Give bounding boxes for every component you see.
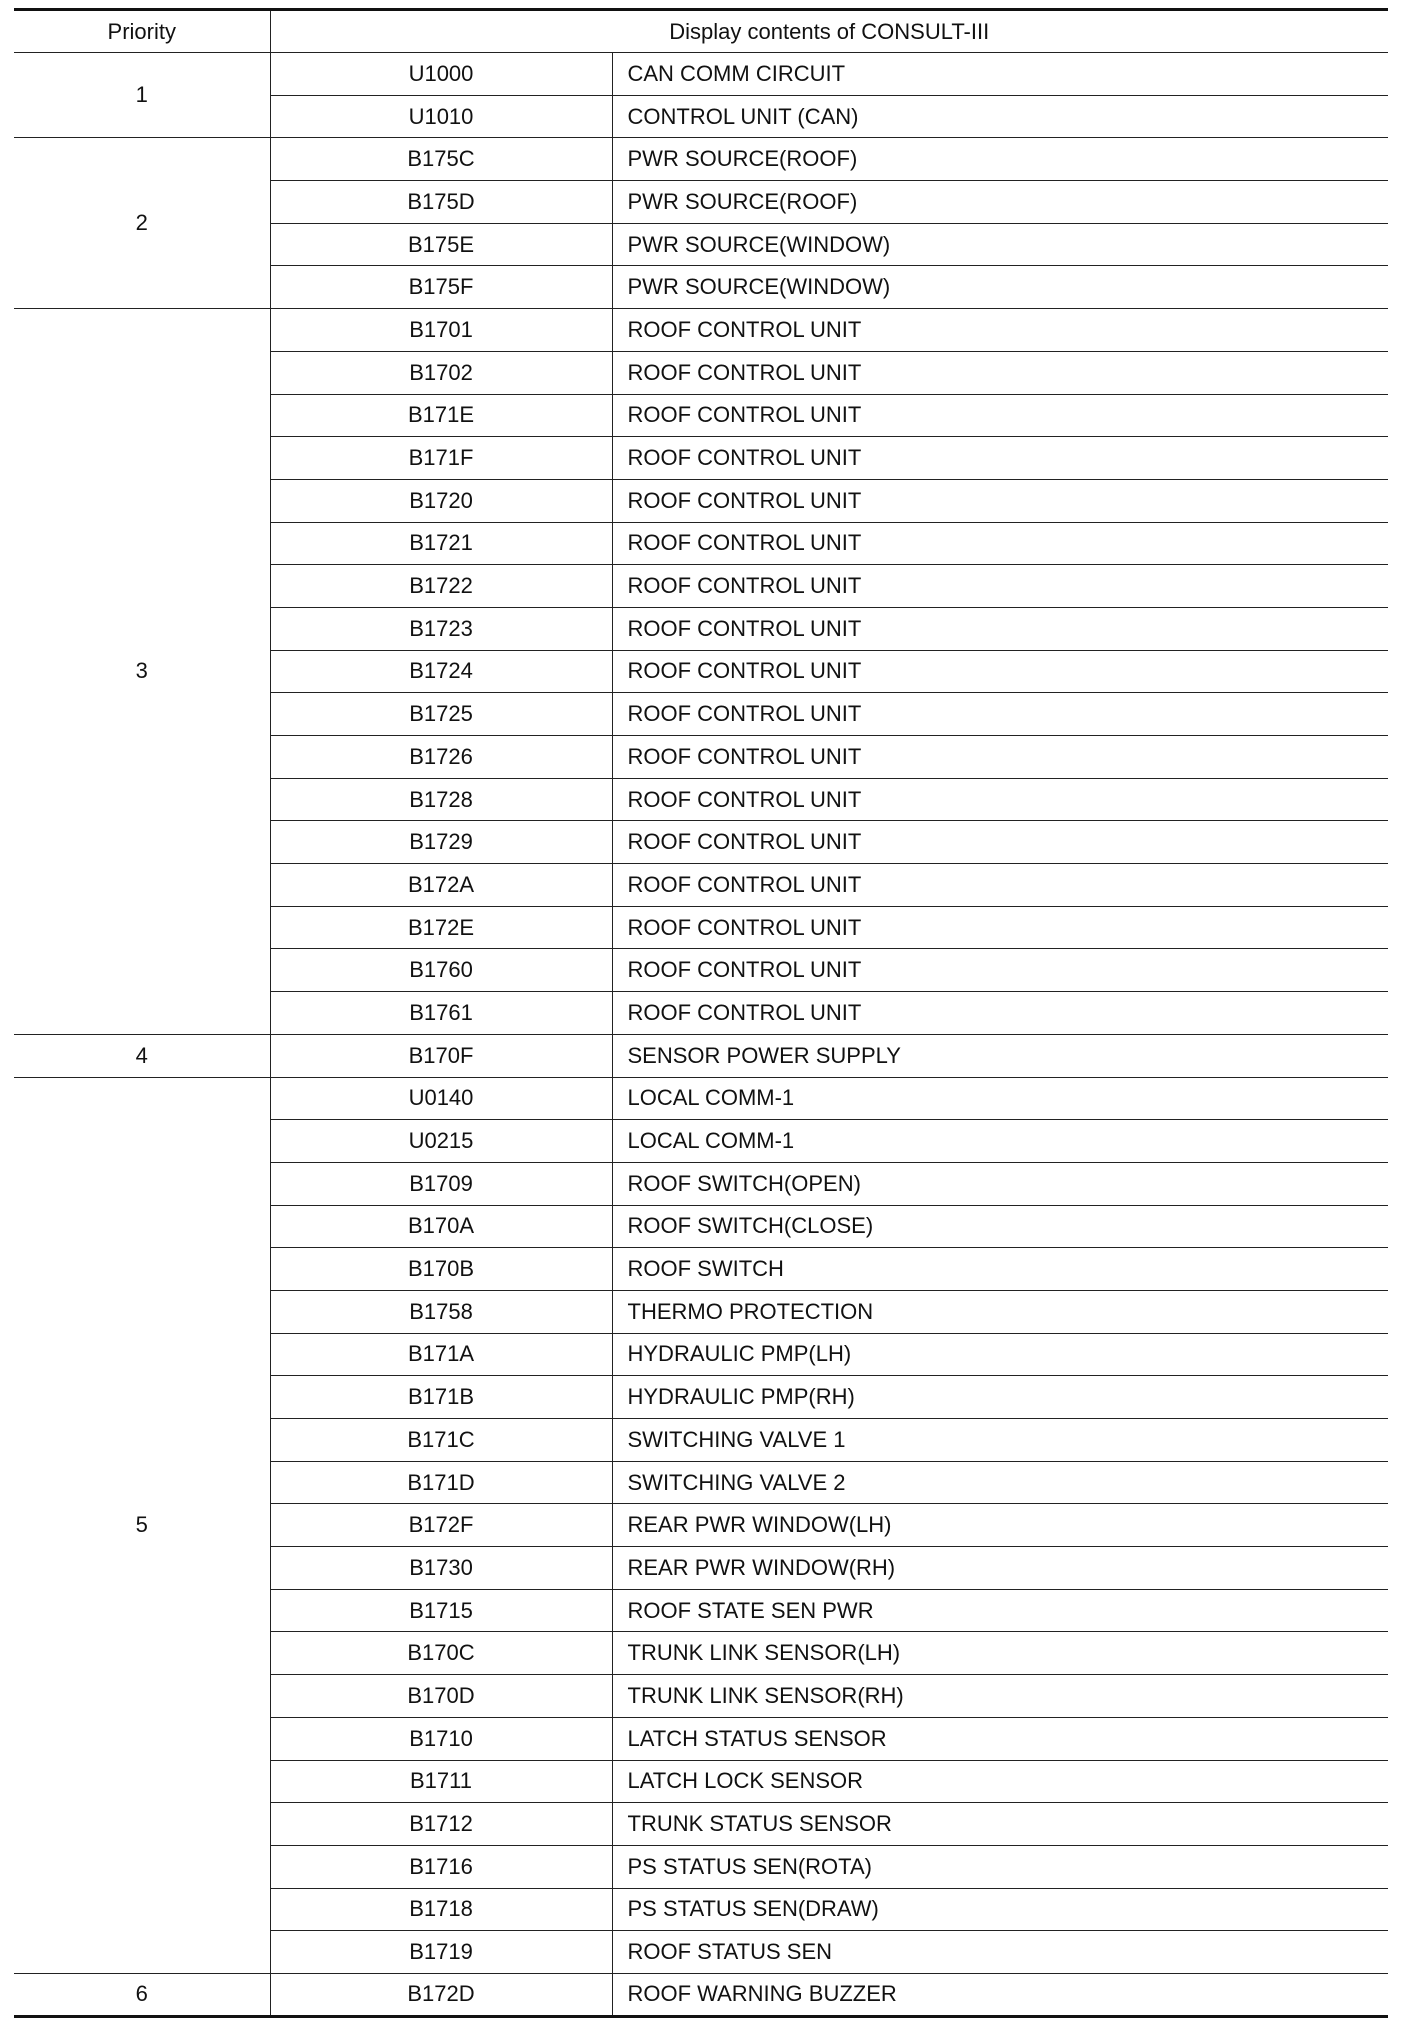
dtc-code-cell: B170D <box>270 1675 612 1718</box>
dtc-code-cell: B1709 <box>270 1162 612 1205</box>
dtc-code-cell: B170B <box>270 1248 612 1291</box>
dtc-code-cell: B1726 <box>270 736 612 779</box>
dtc-code-cell: B171D <box>270 1461 612 1504</box>
priority-column-header: Priority <box>14 10 270 53</box>
display-content-cell: ROOF SWITCH(CLOSE) <box>612 1205 1388 1248</box>
display-content-cell: ROOF SWITCH(OPEN) <box>612 1162 1388 1205</box>
display-content-cell: TRUNK STATUS SENSOR <box>612 1803 1388 1846</box>
priority-cell: 5 <box>14 1077 270 1973</box>
dtc-code-cell: B1718 <box>270 1888 612 1931</box>
dtc-code-cell: B1720 <box>270 479 612 522</box>
dtc-code-cell: B171F <box>270 437 612 480</box>
dtc-code-cell: B1719 <box>270 1931 612 1974</box>
dtc-code-cell: B1711 <box>270 1760 612 1803</box>
display-content-cell: PWR SOURCE(ROOF) <box>612 181 1388 224</box>
display-content-cell: CONTROL UNIT (CAN) <box>612 95 1388 138</box>
dtc-code-cell: B1701 <box>270 309 612 352</box>
dtc-code-cell: B172F <box>270 1504 612 1547</box>
dtc-code-cell: B175E <box>270 223 612 266</box>
display-content-cell: ROOF STATE SEN PWR <box>612 1589 1388 1632</box>
dtc-code-cell: B1760 <box>270 949 612 992</box>
dtc-code-cell: B1725 <box>270 693 612 736</box>
dtc-code-cell: B1723 <box>270 607 612 650</box>
dtc-code-cell: B170F <box>270 1034 612 1077</box>
dtc-code-cell: U0215 <box>270 1120 612 1163</box>
display-content-cell: ROOF CONTROL UNIT <box>612 522 1388 565</box>
priority-cell: 1 <box>14 53 270 138</box>
dtc-code-cell: B1761 <box>270 992 612 1035</box>
display-content-cell: ROOF CONTROL UNIT <box>612 479 1388 522</box>
priority-cell: 4 <box>14 1034 270 1077</box>
display-content-cell: HYDRAULIC PMP(LH) <box>612 1333 1388 1376</box>
dtc-code-cell: B1710 <box>270 1717 612 1760</box>
priority-cell: 3 <box>14 309 270 1035</box>
display-column-header: Display contents of CONSULT-III <box>270 10 1388 53</box>
dtc-code-cell: B172D <box>270 1973 612 2016</box>
display-content-cell: REAR PWR WINDOW(RH) <box>612 1547 1388 1590</box>
table-row <box>14 138 1388 181</box>
display-content-cell: ROOF CONTROL UNIT <box>612 778 1388 821</box>
display-content-cell: ROOF CONTROL UNIT <box>612 906 1388 949</box>
display-content-cell: ROOF CONTROL UNIT <box>612 309 1388 352</box>
dtc-code-cell: B1758 <box>270 1290 612 1333</box>
dtc-code-cell: B1716 <box>270 1845 612 1888</box>
table-row <box>14 1973 1388 2016</box>
dtc-code-cell: B1715 <box>270 1589 612 1632</box>
display-content-cell: PWR SOURCE(WINDOW) <box>612 223 1388 266</box>
display-content-cell: ROOF CONTROL UNIT <box>612 565 1388 608</box>
dtc-code-cell: B171B <box>270 1376 612 1419</box>
display-content-cell: ROOF CONTROL UNIT <box>612 864 1388 907</box>
dtc-code-cell: B1721 <box>270 522 612 565</box>
display-content-cell: ROOF SWITCH <box>612 1248 1388 1291</box>
display-content-cell: SENSOR POWER SUPPLY <box>612 1034 1388 1077</box>
display-content-cell: PWR SOURCE(WINDOW) <box>612 266 1388 309</box>
display-content-cell: ROOF CONTROL UNIT <box>612 992 1388 1035</box>
display-content-cell: PS STATUS SEN(DRAW) <box>612 1888 1388 1931</box>
dtc-code-cell: U1000 <box>270 53 612 96</box>
display-content-cell: ROOF CONTROL UNIT <box>612 607 1388 650</box>
display-content-cell: LOCAL COMM-1 <box>612 1077 1388 1120</box>
dtc-code-cell: B171C <box>270 1419 612 1462</box>
dtc-code-cell: B1730 <box>270 1547 612 1590</box>
display-content-cell: REAR PWR WINDOW(LH) <box>612 1504 1388 1547</box>
display-content-cell: CAN COMM CIRCUIT <box>612 53 1388 96</box>
table-row <box>14 1077 1388 1120</box>
dtc-code-cell: U1010 <box>270 95 612 138</box>
dtc-code-cell: B175F <box>270 266 612 309</box>
table-body <box>14 53 1388 2017</box>
display-content-cell: ROOF CONTROL UNIT <box>612 949 1388 992</box>
display-content-cell: SWITCHING VALVE 1 <box>612 1419 1388 1462</box>
dtc-code-cell: B171A <box>270 1333 612 1376</box>
display-content-cell: ROOF CONTROL UNIT <box>612 437 1388 480</box>
dtc-code-cell: B171E <box>270 394 612 437</box>
display-content-cell: THERMO PROTECTION <box>612 1290 1388 1333</box>
display-content-cell: LATCH STATUS SENSOR <box>612 1717 1388 1760</box>
display-content-cell: PWR SOURCE(ROOF) <box>612 138 1388 181</box>
display-content-cell: LOCAL COMM-1 <box>612 1120 1388 1163</box>
display-content-cell: ROOF CONTROL UNIT <box>612 821 1388 864</box>
dtc-code-cell: B1724 <box>270 650 612 693</box>
display-content-cell: LATCH LOCK SENSOR <box>612 1760 1388 1803</box>
dtc-code-cell: B170C <box>270 1632 612 1675</box>
display-content-cell: ROOF CONTROL UNIT <box>612 736 1388 779</box>
dtc-code-cell: B1712 <box>270 1803 612 1846</box>
dtc-code-cell: B172A <box>270 864 612 907</box>
priority-cell: 6 <box>14 1973 270 2016</box>
display-content-cell: TRUNK LINK SENSOR(RH) <box>612 1675 1388 1718</box>
table-row <box>14 309 1388 352</box>
display-content-cell: HYDRAULIC PMP(RH) <box>612 1376 1388 1419</box>
table-row <box>14 53 1388 96</box>
display-content-cell: ROOF CONTROL UNIT <box>612 693 1388 736</box>
dtc-code-cell: B1729 <box>270 821 612 864</box>
display-content-cell: ROOF CONTROL UNIT <box>612 650 1388 693</box>
display-content-cell: ROOF STATUS SEN <box>612 1931 1388 1974</box>
dtc-code-cell: B1722 <box>270 565 612 608</box>
display-content-cell: ROOF CONTROL UNIT <box>612 351 1388 394</box>
dtc-code-cell: B175C <box>270 138 612 181</box>
dtc-code-cell: B1728 <box>270 778 612 821</box>
display-content-cell: ROOF WARNING BUZZER <box>612 1973 1388 2016</box>
display-content-cell: PS STATUS SEN(ROTA) <box>612 1845 1388 1888</box>
dtc-code-cell: B175D <box>270 181 612 224</box>
priority-cell: 2 <box>14 138 270 309</box>
display-content-cell: TRUNK LINK SENSOR(LH) <box>612 1632 1388 1675</box>
table-header-row <box>14 10 1388 53</box>
dtc-code-cell: U0140 <box>270 1077 612 1120</box>
dtc-code-cell: B1702 <box>270 351 612 394</box>
dtc-code-cell: B172E <box>270 906 612 949</box>
display-content-cell: SWITCHING VALVE 2 <box>612 1461 1388 1504</box>
table-row <box>14 1034 1388 1077</box>
display-content-cell: ROOF CONTROL UNIT <box>612 394 1388 437</box>
priority-table <box>14 8 1388 2018</box>
dtc-code-cell: B170A <box>270 1205 612 1248</box>
